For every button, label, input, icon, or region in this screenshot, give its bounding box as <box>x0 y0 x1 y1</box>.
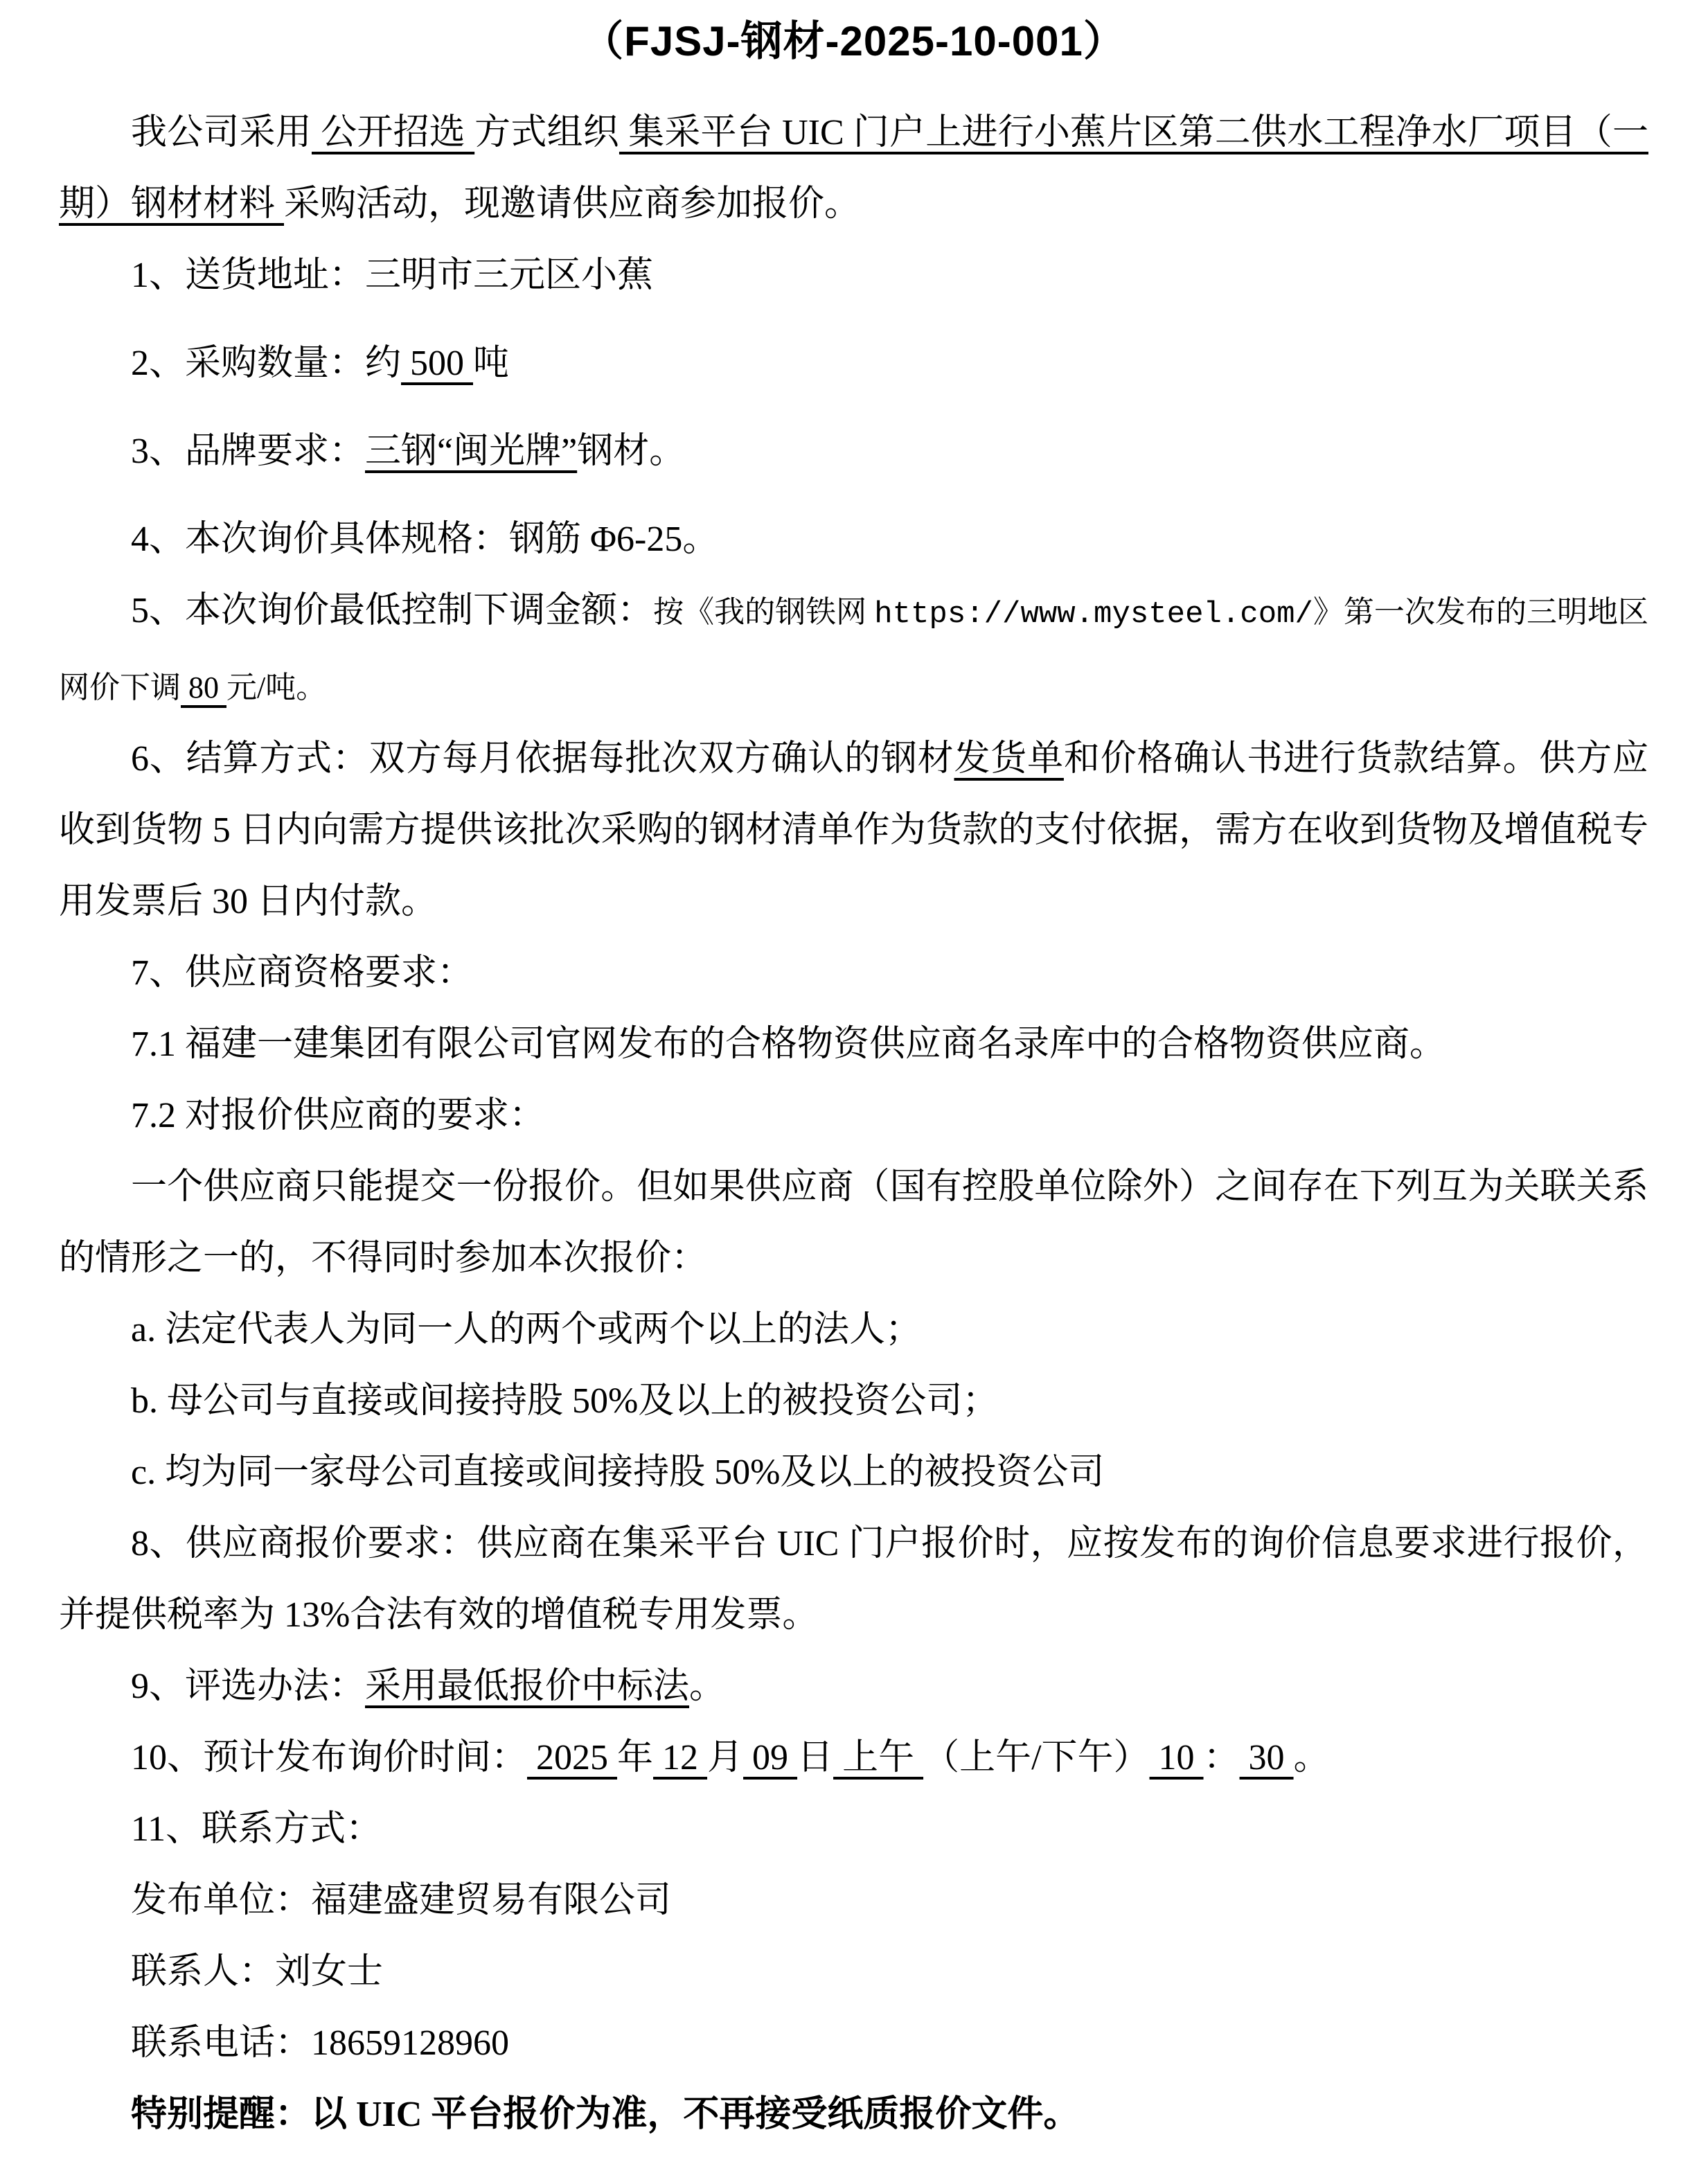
intro-method-underlined: 公开招选 <box>311 113 475 152</box>
schedule-minute-underlined: 30 <box>1239 1738 1294 1777</box>
quote-requirement-item: 8、供应商报价要求：供应商在集采平台 UIC 门户报价时，应按发布的询价信息要求进行报价，并提供税率为 13%合法有效的增值税专用发票。 <box>59 1524 1648 1635</box>
contact-phone-line: 联系电话：18659128960 <box>131 2023 510 2063</box>
evaluation-suffix: 。 <box>689 1667 726 1706</box>
quantity-item <box>59 328 1648 399</box>
settlement-text-2: 和价格确认书进行货款结算。供方应收到货物 5 日内向需方提供该批次采购的钢材清单作为货款的支付依据，需方在收到货物及增值税专用发票后 30 日内付款。 <box>59 739 1648 921</box>
brand-label: 3、品牌要求： <box>131 432 366 471</box>
contact-heading-item: 11、联系方式： <box>131 1809 382 1849</box>
price-floor-text-1: 按《我的钢铁网 <box>653 595 875 629</box>
settlement-item <box>59 723 1648 937</box>
clause-a: a. 法定代表人为同一人的两个或两个以上的法人； <box>131 1310 922 1349</box>
clause-c: c. 均为同一家母公司直接或间接持股 50%及以上的被投资公司 <box>131 1453 1105 1492</box>
intro-project-underlined: 集采平台 UIC 门户上进行小蕉片区第二供水工程净水厂项目（一期）钢材材料 <box>59 113 1648 224</box>
price-floor-text-2: 》第一次发布的三明地区网价下调 <box>59 595 1648 704</box>
brand-suffix: 钢材。 <box>577 432 686 471</box>
schedule-hour-underlined: 10 <box>1149 1738 1204 1777</box>
schedule-ampm-underlined: 上午 <box>833 1738 924 1777</box>
intro-text-1: 我公司采用 <box>131 113 312 152</box>
delivery-address-item: 1、送货地址：三明市三元区小蕉 <box>131 256 654 295</box>
schedule-ampm-hint: （上午/下午） <box>923 1738 1150 1777</box>
quantity-unit: 吨 <box>473 344 510 383</box>
schedule-period: 。 <box>1293 1738 1330 1777</box>
mysteel-url: https://www.mysteel.com/ <box>874 597 1313 632</box>
evaluation-method-underlined: 采用最低报价中标法 <box>365 1667 690 1706</box>
quantity-value-underlined: 500 <box>401 344 474 383</box>
schedule-year-unit: 年 <box>617 1738 654 1777</box>
schedule-day-unit: 日 <box>797 1738 834 1777</box>
evaluation-label: 9、评选办法： <box>131 1667 366 1706</box>
association-note: 一个供应商只能提交一份报价。但如果供应商（国有控股单位除外）之间存在下列互为关联关系的情形之一的，不得同时参加本次报价： <box>59 1167 1648 1278</box>
price-floor-value-underlined: 80 <box>181 671 226 704</box>
delivery-note-underlined: 发货单 <box>954 739 1064 779</box>
quantity-label: 2、采购数量：约 <box>131 344 402 383</box>
publisher-line: 发布单位：福建盛建贸易有限公司 <box>131 1881 672 1920</box>
price-floor-item <box>59 575 1648 723</box>
schedule-day-underlined: 09 <box>743 1738 798 1777</box>
intro-text-3: 采购活动，现邀请供应商参加报价。 <box>284 184 861 224</box>
schedule-colon: ： <box>1203 1738 1240 1777</box>
clause-b: b. 母公司与直接或间接持股 50%及以上的被投资公司； <box>131 1381 999 1421</box>
schedule-month-unit: 月 <box>707 1738 744 1777</box>
intro-text-2: 方式组织 <box>474 113 619 152</box>
contact-person-line: 联系人：刘女士 <box>131 1952 384 1992</box>
doc-title: （FJSJ-钢材-2025-10-001） <box>582 18 1126 64</box>
qualification-7-1: 7.1 福建一建集团有限公司官网发布的合格物资供应商名录库中的合格物资供应商。 <box>131 1025 1446 1064</box>
qualification-7-2: 7.2 对报价供应商的要求： <box>131 1096 546 1135</box>
schedule-year-underlined: 2025 <box>527 1738 618 1777</box>
schedule-month-underlined: 12 <box>653 1738 708 1777</box>
spec-item: 4、本次询价具体规格：钢筋 Φ6-25。 <box>131 520 719 559</box>
schedule-label: 10、预计发布询价时间： <box>131 1738 528 1777</box>
brand-item <box>59 416 1648 487</box>
intro-paragraph <box>59 97 1648 240</box>
brand-value-underlined: 三钢“闽光牌” <box>365 432 578 471</box>
price-floor-unit: 元/吨。 <box>226 671 327 704</box>
settlement-text-1: 6、结算方式：双方每月依据每批次双方确认的钢材 <box>131 739 954 779</box>
special-reminder-line: 特别提醒：以 UIC 平台报价为准，不再接受纸质报价文件。 <box>131 2095 1080 2134</box>
qualification-item: 7、供应商资格要求： <box>131 953 474 993</box>
price-floor-label: 5、本次询价最低控制下调金额： <box>131 591 654 630</box>
schedule-item <box>59 1722 1648 1793</box>
evaluation-item <box>59 1651 1648 1722</box>
